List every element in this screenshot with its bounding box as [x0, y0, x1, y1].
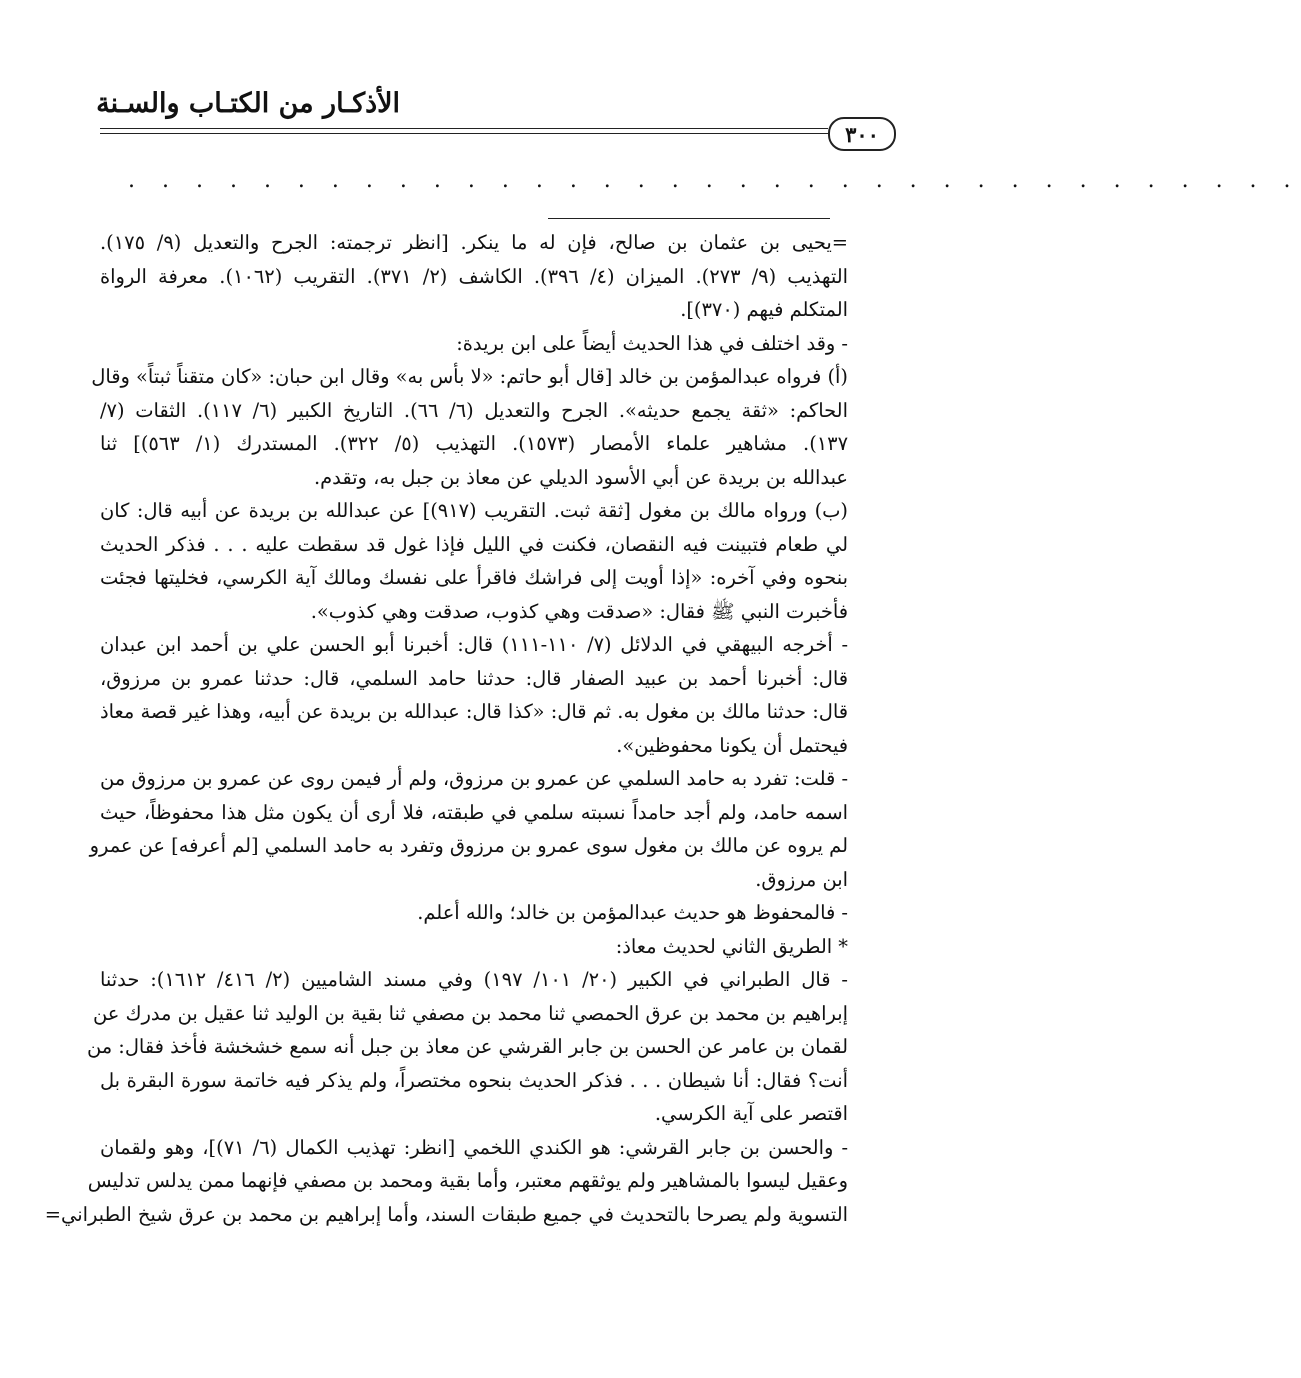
text-line: لي طعام فتبينت فيه النقصان، فكنت في الليل فإذا غول قد سقطت عليه . . . فذكر الحديث [100, 532, 848, 556]
text-line: =يحيى بن عثمان بن صالح، فإن له ما ينكر. [انظر ترجمته: الجرح والتعديل (٩/ ١٧٥). [100, 231, 848, 254]
text-line: - قال الطبراني في الكبير (٢٠/ ١٠١/ ١٩٧) وفي مسند الشاميين (٢/ ٤١٦/ ١٦١٢): حدثنا [100, 968, 848, 991]
text-line: المتكلم فيهم (٣٧٠)]. [680, 298, 848, 321]
text-line: (أ) فرواه عبدالمؤمن بن خالد [قال أبو حاتم: «لا بأس به» وقال ابن حبان: «كان متقناً ثبتاً» وقال [91, 365, 848, 388]
footnote-rule [548, 218, 830, 219]
text-line: أنت؟ فقال: أنا شيطان . . . فذكر الحديث بنحوه مختصراً، ولم يذكر فيه خاتمة سورة البقرة بل [100, 1068, 848, 1092]
text-line: لم يروه عن مالك بن مغول سوى عمرو بن مرزوق وتفرد به حامد السلمي [لم أعرفه] عن عمرو [89, 834, 848, 857]
page-number-badge [828, 117, 896, 151]
text-line: بنحوه وفي آخره: «إذا أويت إلى فراشك فاقرأ على نفسك ومالك آية الكرسي، فخليتها فجئت [100, 566, 849, 589]
text-line: الحاكم: «ثقة يجمع حديثه». الجرح والتعديل (٦/ ٦٦). التاريخ الكبير (٦/ ١١٧). الثقات (٧/ [100, 398, 848, 422]
separator-dots: . . . . . . . . . . . . . . . . . . . . . . . . . . . . . . . . . . . [128, 168, 1301, 193]
text-line: - والحسن بن جابر القرشي: هو الكندي اللخمي [انظر: تهذيب الكمال (٦/ ٧١)]، وهو ولقمان [100, 1135, 848, 1159]
text-line: فأخبرت النبي ﷺ فقال: «صدقت وهي كذوب، صدقت وهي كذوب». [310, 599, 848, 623]
text-line: (ب) ورواه مالك بن مغول [ثقة ثبت. التقريب (٩١٧)] عن عبدالله بن بريدة عن أبيه قال: كان [100, 499, 848, 522]
text-line: فيحتمل أن يكونا محفوظين». [616, 733, 848, 757]
header-rule-bottom [100, 133, 828, 134]
text-line: وعقيل ليسوا بالمشاهير ولم يوثقهم معتبر، وأما بقية ومحمد بن مصفي فإنهما ممن يدلس تدليس [87, 1169, 848, 1192]
text-line: قال: حدثنا مالك بن مغول به. ثم قال: «كذا قال: عبدالله بن بريدة عن أبيه، وهذا غير قصة معاذ [100, 700, 848, 723]
text-line: التسوية ولم يصرحا بالتحديث في جميع طبقات السند، وأما إبراهيم بن محمد بن عرق شيخ الطبراني= [44, 1202, 848, 1226]
text-line: - وقد اختلف في هذا الحديث أيضاً على ابن بريدة: [456, 331, 848, 355]
text-line: ابن مرزوق. [755, 867, 848, 891]
text-line: * الطريق الثاني لحديث معاذ: [615, 934, 848, 958]
text-line: - فالمحفوظ هو حديث عبدالمؤمن بن خالد؛ والله أعلم. [417, 901, 848, 924]
text-line: اقتصر على آية الكرسي. [654, 1102, 848, 1125]
text-line: - أخرجه البيهقي في الدلائل (٧/ ١١٠-١١١) قال: أخبرنا أبو الحسن علي بن أحمد ابن عبدان [100, 633, 848, 656]
text-line: لقمان بن عامر عن الحسن بن جابر القرشي عن معاذ بن جبل أنه سمع خشخشة فأخذ فقال: من [87, 1035, 848, 1058]
header-rule-top [100, 128, 828, 129]
text-line: عبدالله بن بريدة عن أبي الأسود الديلي عن معاذ بن جبل به، وتقدم. [314, 465, 848, 489]
text-line: ١٣٧). مشاهير علماء الأمصار (١٥٧٣). التهذيب (٥/ ٣٢٢). المستدرك (١/ ٥٦٣)] ثنا [100, 432, 849, 455]
text-line: قال: أخبرنا أحمد بن عبيد الصفار قال: حدثنا حامد السلمي، قال: حدثنا عمرو بن مرزوق، [100, 666, 848, 690]
running-title: الأذكـار من الكتـاب والسـنة [96, 88, 400, 119]
page-number: ٣٠٠ [845, 121, 879, 147]
text-line: التهذيب (٩/ ٢٧٣). الميزان (٤/ ٣٩٦). الكاشف (٢/ ٣٧١). التقريب (١٠٦٢). معرفة الرواة [100, 264, 849, 288]
text-line: - قلت: تفرد به حامد السلمي عن عمرو بن مرزوق، ولم أر فيمن روى عن عمرو بن مرزوق من [100, 767, 848, 790]
body-text [44, 226, 849, 1231]
text-line: اسمه حامد، ولم أجد حامداً نسبته سلمي في طبقته، فلا أرى أن يكون مثل هذا محفوظاً، حيث [100, 800, 848, 824]
text-line: إبراهيم بن محمد بن عرق الحمصي ثنا محمد بن مصفي ثنا بقية بن الوليد ثنا عقيل بن مدرك عن [93, 1001, 848, 1025]
